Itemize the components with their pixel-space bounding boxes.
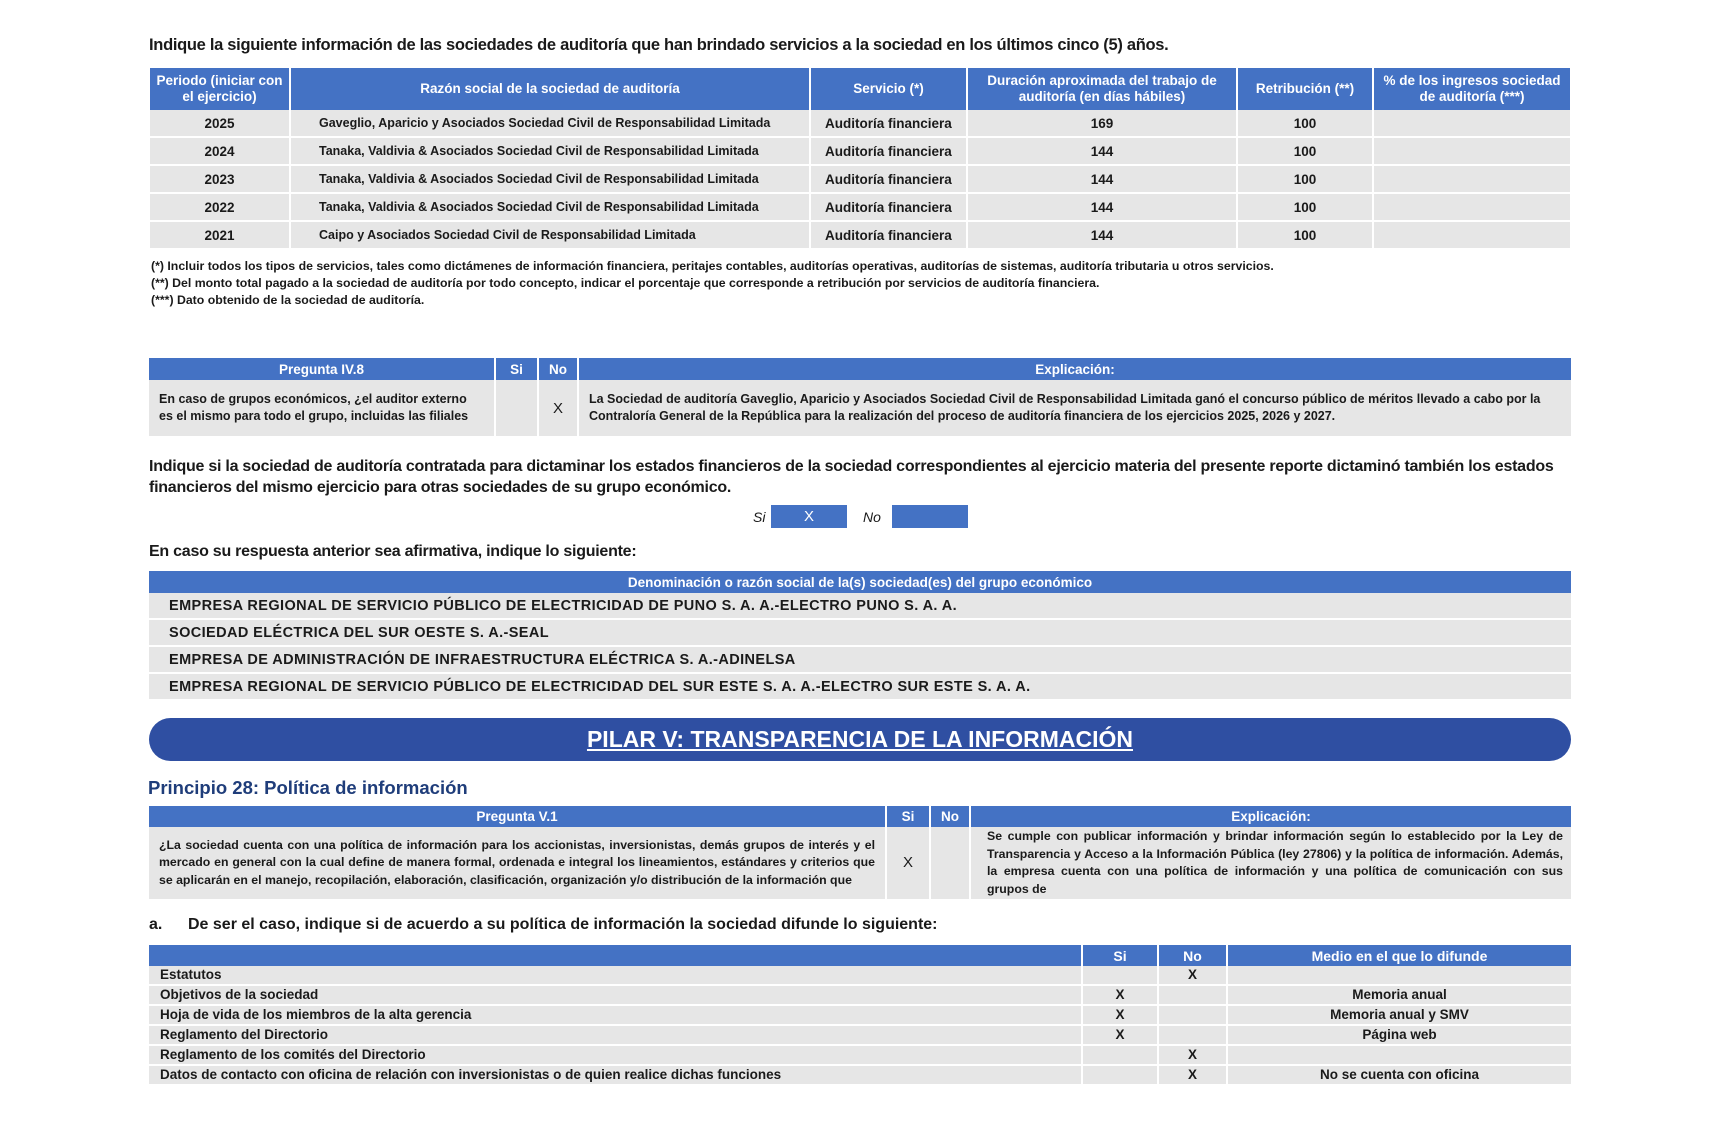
cell-firm: Caipo y Asociados Sociedad Civil de Responsabilidad Limitada [290,221,810,249]
table-row [150,110,1570,137]
footnote: (***) Dato obtenido de la sociedad de auditoría. [151,293,425,307]
company-name: EMPRESA REGIONAL DE SERVICIO PÚBLICO DE ELECTRICIDAD DE PUNO S. A. A.-ELECTRO PUNO S. A. A. [149,593,1571,619]
item-name: Reglamento de los comités del Directorio [149,1045,1082,1065]
cell-period: 2025 [150,110,290,137]
cell-income [1373,137,1570,165]
col-header-income: % de los ingresos sociedad de auditoría (***) [1373,68,1570,110]
no-header: No [538,358,578,380]
si-mark: X [1082,1005,1158,1025]
no-mark: X [1158,966,1227,985]
cell-duration: 144 [967,193,1237,221]
table-row [150,165,1570,193]
explanation-header: Explicación: [578,358,1571,380]
principle-heading: Principio 28: Política de información [148,777,468,798]
table-header-row [150,68,1570,110]
col-header-fee: Retribución (**) [1237,68,1373,110]
group-companies-table [149,571,1571,701]
si-mark [1082,966,1158,985]
no-mark [1158,1025,1227,1045]
information-media-table [149,945,1571,1086]
explanation-text: La Sociedad de auditoría Gaveglio, Aparicio y Asociados Sociedad Civil de Responsabilidad Limitada ganó el concurso público de méritos llevado a cabo por la Contraloría General de la República para la realización del proceso de auditoría financiera de los ejercicios 2025, 2026 y 2027. [578,380,1571,437]
company-name: SOCIEDAD ELÉCTRICA DEL SUR OESTE S. A.-SEAL [149,619,1571,646]
cell-period: 2024 [150,137,290,165]
item-name: Datos de contacto con oficina de relación con inversionistas o de quien realice dichas funciones [149,1065,1082,1085]
item-a-text: De ser el caso, indique si de acuerdo a su política de información la sociedad difunde lo siguiente: [188,916,938,933]
si-header: Si [495,358,538,380]
footnote: (**) Del monto total pagado a la sociedad de auditoría por todo concepto, indicar el porcentaje que corresponde a retribución por servicios de auditoría financiera. [151,276,1100,290]
table-row [149,1065,1571,1085]
footnote: (*) Incluir todos los tipos de servicios, tales como dictámenes de información financiera, peritajes contables, auditorías operativas, auditorías de sistemas, auditoría tributaria u otros servicios. [151,259,1274,273]
medium-header: Medio en el que lo difunde [1227,945,1571,966]
cell-fee: 100 [1237,193,1373,221]
item-name: Reglamento del Directorio [149,1025,1082,1045]
cell-service: Auditoría financiera [810,110,967,137]
group-table-header: Denominación o razón social de la(s) sociedad(es) del grupo económico [149,571,1571,593]
item-name: Objetivos de la sociedad [149,985,1082,1005]
cell-firm: Tanaka, Valdivia & Asociados Sociedad Civil de Responsabilidad Limitada [290,193,810,221]
table-header-row [149,806,1571,827]
affirmative-instruction: En caso su respuesta anterior sea afirmativa, indique lo siguiente: [149,543,637,560]
question-text: ¿La sociedad cuenta con una política de información para los accionistas, inversionistas, demás grupos de interés y el mercado en general con la cual define de manera formal, ordenada e integral los lineamientos, estándares y criterios que se aplicarán en el manejo, recopilación, elaboración, clasificación, organización y/o distribución de la información que [149,827,886,900]
table-row [150,137,1570,165]
table-row [149,1045,1571,1065]
medium-value: Memoria anual [1227,985,1571,1005]
table-row [149,966,1571,985]
no-mark: X [538,380,578,437]
table-row [150,193,1570,221]
footnotes [151,258,1274,309]
explanation-text: Se cumple con publicar información y brindar información según lo establecido por la Ley de Transparencia y Acceso a la Información Pública (ley 27806) y la política de información. Además, la empresa cuenta con una política de información y una política de comunicación con sus grupos de [970,827,1571,900]
no-mark [1158,985,1227,1005]
col-header-duration: Duración aproximada del trabajo de auditoría (en días hábiles) [967,68,1237,110]
cell-service: Auditoría financiera [810,221,967,249]
si-mark: X [886,827,930,900]
cell-period: 2021 [150,221,290,249]
audit-intro-text: Indique la siguiente información de las sociedades de auditoría que han brindado servicios a la sociedad en los últimos cinco (5) años. [149,36,1169,54]
cell-service: Auditoría financiera [810,137,967,165]
cell-fee: 100 [1237,165,1373,193]
table-row [150,221,1570,249]
medium-value [1227,1045,1571,1065]
group-audit-question: Indique si la sociedad de auditoría contratada para dictaminar los estados financieros de la sociedad correspondientes al ejercicio materia del presente reporte dictaminó también los estados financieros del mismo ejercicio para otras sociedades de su grupo económico. [149,458,1554,496]
table-row [149,673,1571,700]
table-row [149,619,1571,646]
table-header-row [149,358,1571,380]
cell-service: Auditoría financiera [810,165,967,193]
cell-income [1373,165,1570,193]
medium-value [1227,966,1571,985]
table-row [149,1005,1571,1025]
no-header: No [1158,945,1227,966]
no-mark [1158,1005,1227,1025]
no-mark [930,827,970,900]
cell-period: 2022 [150,193,290,221]
question-header: Pregunta IV.8 [149,358,495,380]
cell-duration: 144 [967,221,1237,249]
cell-duration: 144 [967,137,1237,165]
cell-income [1373,221,1570,249]
cell-firm: Gaveglio, Aparicio y Asociados Sociedad Civil de Responsabilidad Limitada [290,110,810,137]
si-mark: X [1082,1025,1158,1045]
medium-value: No se cuenta con oficina [1227,1065,1571,1085]
table-row [149,827,1571,900]
si-box: X [771,505,847,528]
cell-service: Auditoría financiera [810,193,967,221]
question-text: En caso de grupos económicos, ¿el auditor externo es el mismo para todo el grupo, incluidas las filiales [149,380,495,437]
cell-fee: 100 [1237,110,1373,137]
item-a-letter: a. [149,916,163,933]
si-mark: X [1082,985,1158,1005]
company-name: EMPRESA REGIONAL DE SERVICIO PÚBLICO DE ELECTRICIDAD DEL SUR ESTE S. A. A.-ELECTRO SUR ESTE S. A. A. [149,673,1571,700]
cell-period: 2023 [150,165,290,193]
question-v1-table [149,806,1571,901]
cell-fee: 100 [1237,221,1373,249]
col-header-period: Periodo (iniciar con el ejercicio) [150,68,290,110]
table-row [149,985,1571,1005]
item-name: Estatutos [149,966,1082,985]
table-header-row [149,945,1571,966]
company-name: EMPRESA DE ADMINISTRACIÓN DE INFRAESTRUCTURA ELÉCTRICA S. A.-ADINELSA [149,646,1571,673]
audit-firms-table [150,68,1570,250]
no-label: No [863,509,881,525]
cell-duration: 144 [967,165,1237,193]
si-header: Si [1082,945,1158,966]
si-header: Si [886,806,930,827]
question-header: Pregunta V.1 [149,806,886,827]
cell-firm: Tanaka, Valdivia & Asociados Sociedad Civil de Responsabilidad Limitada [290,165,810,193]
col-header-service: Servicio (*) [810,68,967,110]
pillar-banner: PILAR V: TRANSPARENCIA DE LA INFORMACIÓN [149,718,1571,761]
table-row [149,593,1571,619]
si-mark [1082,1065,1158,1085]
cell-fee: 100 [1237,137,1373,165]
si-mark [1082,1045,1158,1065]
cell-income [1373,193,1570,221]
item-name: Hoja de vida de los miembros de la alta gerencia [149,1005,1082,1025]
item-header [149,945,1082,966]
no-header: No [930,806,970,827]
question-iv8-table [149,358,1571,438]
medium-value: Memoria anual y SMV [1227,1005,1571,1025]
cell-income [1373,110,1570,137]
table-row [149,380,1571,437]
medium-value: Página web [1227,1025,1571,1045]
table-row [149,646,1571,673]
col-header-firm: Razón social de la sociedad de auditoría [290,68,810,110]
cell-duration: 169 [967,110,1237,137]
table-header-row [149,571,1571,593]
table-row [149,1025,1571,1045]
cell-firm: Tanaka, Valdivia & Asociados Sociedad Civil de Responsabilidad Limitada [290,137,810,165]
si-label: Si [753,509,766,525]
no-box [892,505,968,528]
no-mark: X [1158,1065,1227,1085]
si-mark [495,380,538,437]
explanation-header: Explicación: [970,806,1571,827]
no-mark: X [1158,1045,1227,1065]
